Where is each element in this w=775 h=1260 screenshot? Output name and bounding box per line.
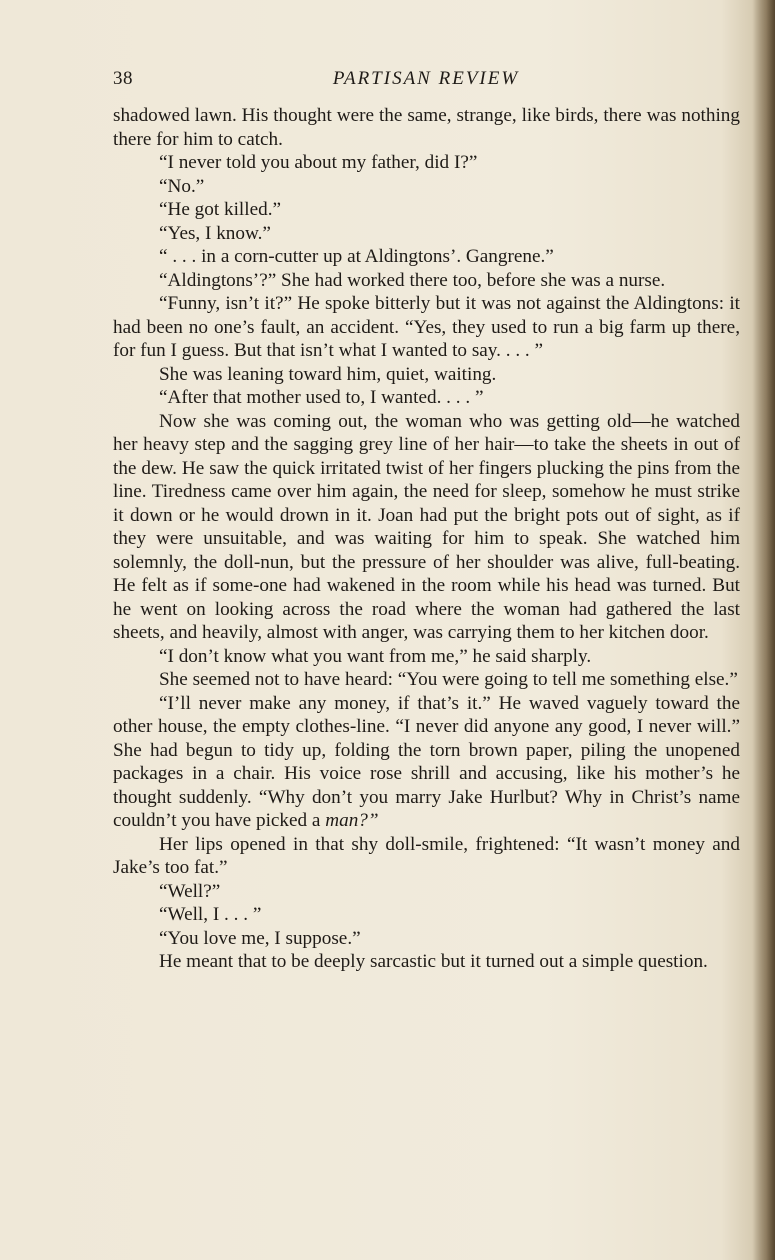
paragraph: “After that mother used to, I wanted. . . . ” [159, 387, 484, 408]
paragraph: “Funny, isn’t it?” He spoke bitterly but it was not against the Aldingtons: it had been no one’s fault, an accident. “Yes, they used to run a big farm up there, for fun I guess. But that isn’t what I wanted to say. . . . ” [113, 293, 740, 361]
page-number: 38 [113, 68, 133, 89]
running-head: PARTISAN REVIEW [332, 68, 520, 89]
paragraph-text: “I’ll never make any money, if that’s it.” He waved vaguely toward the other house, the empty clothes-line. “I never did anyone any good, I never will.” She had begun to tidy up, folding the torn brown paper, piling the unopened packages in a chair. His voice rose shrill and accusing, like his mother’s he thought suddenly. “Why don’t you marry Jake Hurlbut? Why in Christ’s name couldn’t you have picked a [113, 692, 740, 831]
page-header [113, 66, 739, 96]
paragraph: She was leaning toward him, quiet, waiting. [159, 363, 497, 385]
paragraph: Her lips opened in that shy doll-smile, frightened: “It wasn’t money and Jake’s too fat.” [113, 833, 740, 878]
paragraph [113, 692, 740, 833]
paragraph: “I never told you about my father, did I?” [159, 152, 478, 173]
paragraph: “Aldingtons’?” She had worked there too, before she was a nurse. [159, 269, 666, 291]
paragraph: “Well, I . . . ” [159, 904, 262, 925]
paragraph: “You love me, I suppose.” [159, 927, 361, 949]
paragraph: He meant that to be deeply sarcastic but it turned out a simple question. [159, 951, 708, 972]
paragraph: “ . . . in a corn-cutter up at Aldingtons’. Gangrene.” [159, 246, 554, 267]
paragraph: “Yes, I know.” [159, 222, 271, 244]
paragraph: “I don’t know what you want from me,” he said sharply. [159, 645, 592, 667]
page-edge-shadow [753, 0, 775, 1260]
body-text [113, 104, 740, 974]
paragraph: Now she was coming out, the woman who was getting old—he watched her heavy step and the sagging grey line of her hair—to take the sheets in out of the dew. He saw the quick irritated twist of her fingers plucking the pins from the line. Tiredness came over him again, the need for sleep, somehow he must strike it down or he would drown in it. Joan had put the bright pots out of sight, as if they were unsuitable, and was waiting for him to speak. She watched him solemnly, the doll-nun, but the pressure of her shoulder was alive, full-beating. He felt as if some-one had wakened in the room while his head was turned. But he went on looking across the road where the woman had gathered the last sheets, and heavily, almost with anger, was carrying them to her kitchen door. [113, 410, 740, 643]
paragraph: “Well?” [159, 880, 221, 902]
paragraph: “He got killed.” [159, 199, 282, 220]
paragraph: shadowed lawn. His thought were the same, strange, like birds, there was nothing there for him to catch. [113, 105, 740, 150]
paragraph: She seemed not to have heard: “You were going to tell me something else.” [159, 669, 738, 690]
paragraph: “No.” [159, 175, 205, 197]
italic-emphasis: man?” [325, 810, 379, 831]
